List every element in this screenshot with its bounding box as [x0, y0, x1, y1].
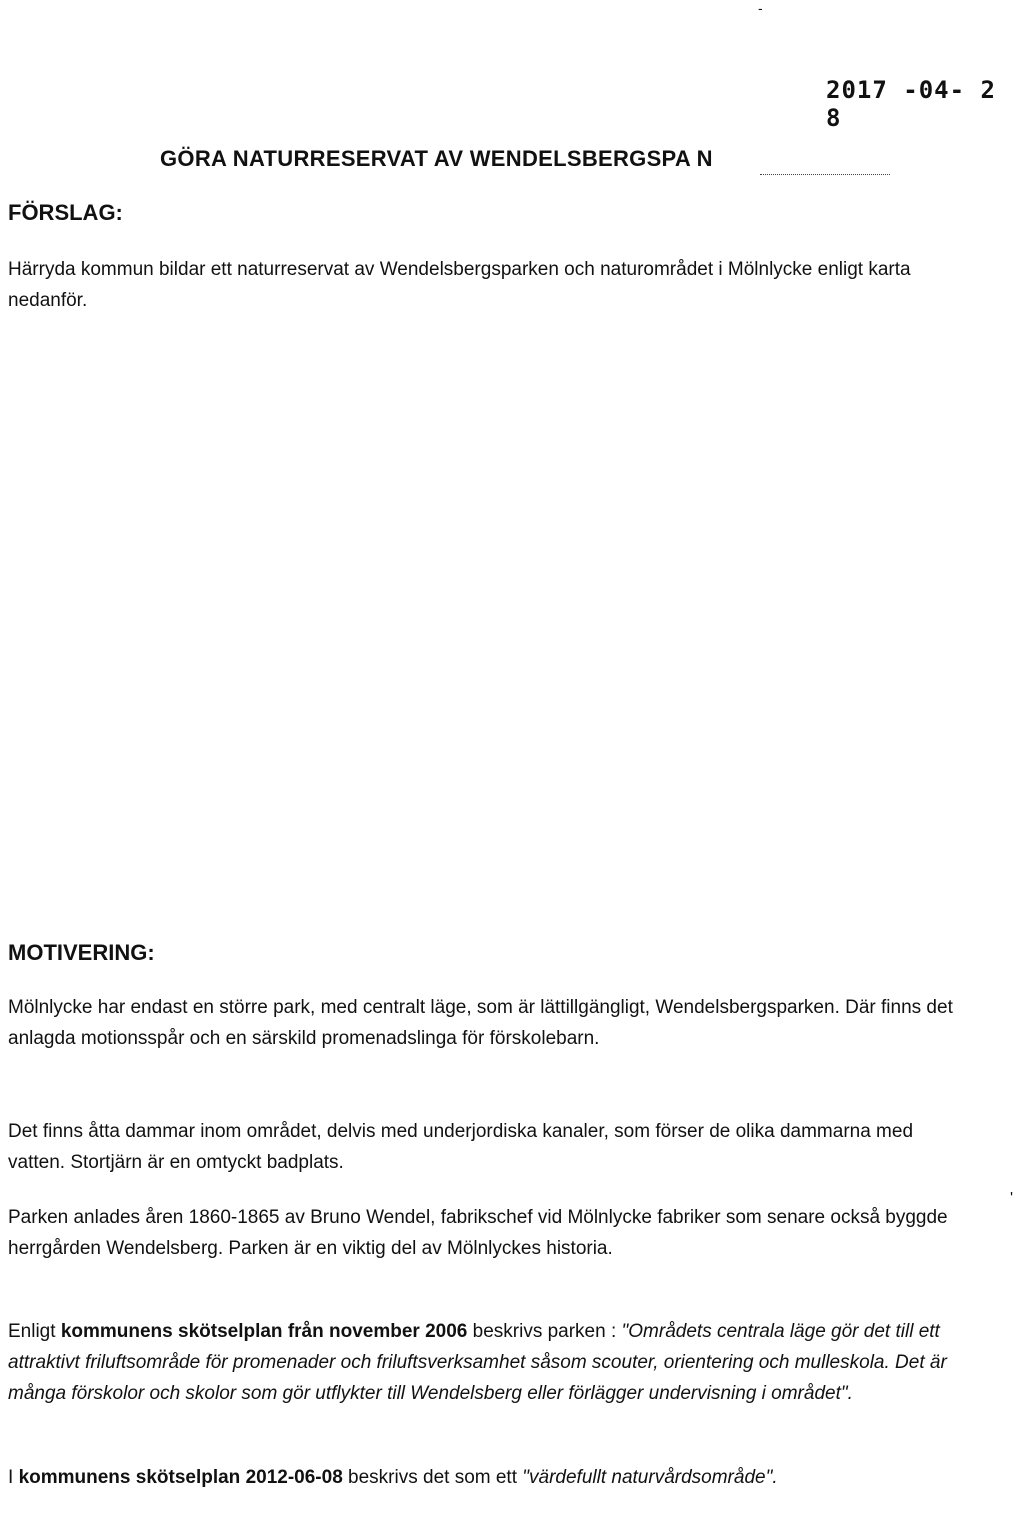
motivation-paragraph-1: Mölnlycke har endast en större park, med centralt läge, som är lättillgängligt, Wendelsbergsparken. Där finns det anlagda motionsspår och en särskild promenadslinga för förskolebarn.: [8, 997, 953, 1049]
p4-mid: beskrivs parken :: [467, 1321, 622, 1342]
margin-mark: ': [1010, 1190, 1014, 1207]
map-placeholder-blank: [0, 330, 1024, 920]
motivation-heading: MOTIVERING:: [8, 940, 155, 965]
p5-mid: beskrivs det som ett: [342, 1467, 523, 1488]
p4-lead: Enligt: [8, 1321, 61, 1342]
handwritten-scribble: [760, 172, 890, 175]
date-stamp: 2017 -04- 2 8: [826, 76, 996, 132]
motivation-paragraph-5: [8, 1462, 968, 1493]
p5-bold-reference: kommunens skötselplan 2012-06-08: [18, 1467, 343, 1488]
p4-quote: "Områdets centrala läge gör det till ett attraktivt friluftsområde för promenader och friluftsverksamhet såsom scouter, orientering och mulleskola. Det är många förskolor och skolor som gör utflykter till Wendelsberg eller förlägger undervisning i området".: [8, 1321, 947, 1404]
scan-mark: -: [758, 0, 763, 16]
motivation-paragraph-2: Det finns åtta dammar inom området, delvis med underjordiska kanaler, som förser de olika dammarna med vatten. Stortjärn är en omtyckt badplats.: [8, 1121, 914, 1173]
proposal-heading: FÖRSLAG:: [8, 200, 123, 225]
motivation-paragraph-3: Parken anlades åren 1860-1865 av Bruno Wendel, fabrikschef vid Mölnlycke fabriker som senare också byggde herrgården Wendelsberg. Parken är en viktig del av Mölnlyckes historia.: [8, 1207, 948, 1259]
p4-bold-reference: kommunens skötselplan från november 2006: [60, 1321, 468, 1342]
motivation-paragraph-4: [8, 1316, 968, 1409]
p5-lead: I: [8, 1467, 19, 1488]
p5-quote: "värdefullt naturvårdsområde".: [522, 1467, 778, 1488]
proposal-text: Härryda kommun bildar ett naturreservat av Wendelsbergsparken och naturområdet i Mölnlycke enligt karta nedanför.: [8, 259, 911, 311]
document-title: GÖRA NATURRESERVAT AV WENDELSBERGSPA N: [160, 146, 713, 171]
